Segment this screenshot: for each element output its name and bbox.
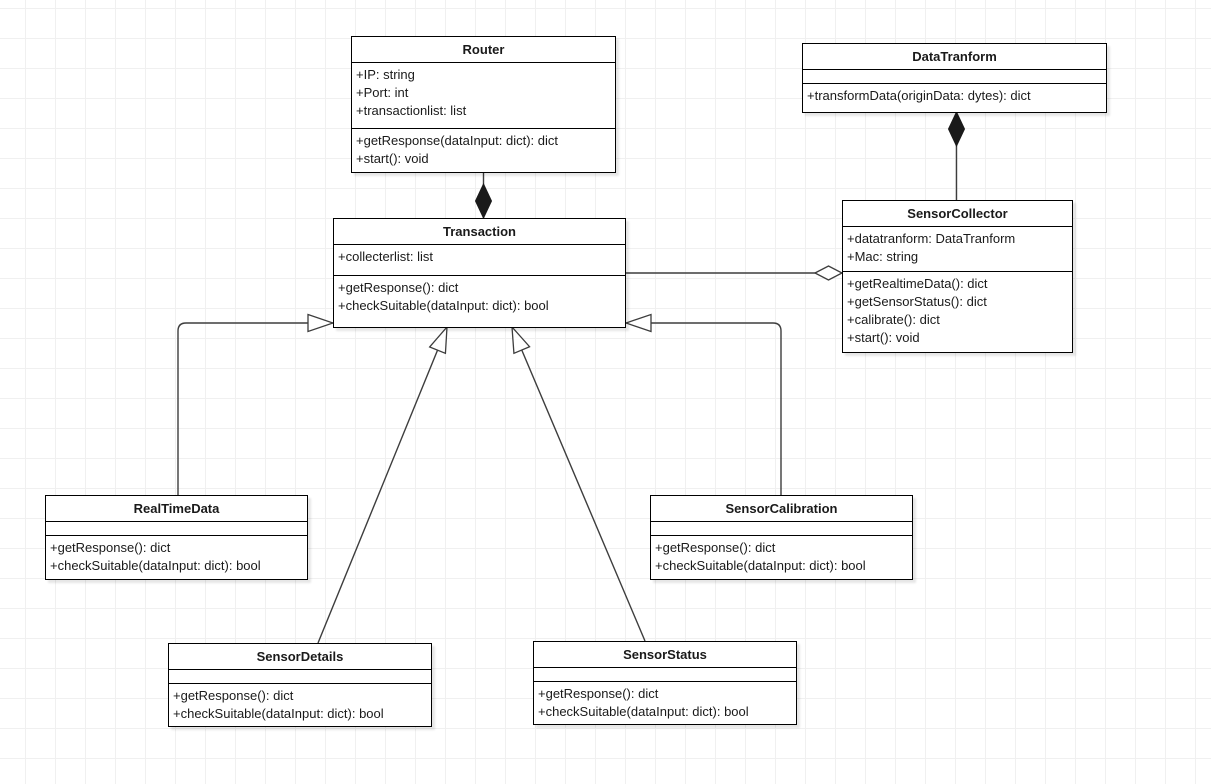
methods-section [534, 682, 796, 724]
attribute-row: +transactionlist: list [356, 103, 467, 118]
method-row: +getResponse(dataInput: dict): dict [356, 133, 558, 148]
attribute-row: +datatranform: DataTranform [847, 231, 1016, 246]
method-row: +checkSuitable(dataInput: dict): bool [338, 298, 549, 313]
edge-generalization-sensordetails-transaction[interactable] [318, 327, 447, 643]
method-row: +getSensorStatus(): dict [847, 294, 987, 309]
attributes-section [334, 245, 625, 276]
method-row: +calibrate(): dict [847, 312, 940, 327]
edge-generalization-sensorstatus-transaction[interactable] [512, 327, 645, 641]
class-name: SensorCalibration [651, 496, 912, 522]
method-row: +transformData(originData: dytes): dict [807, 88, 1031, 103]
class-name: Router [352, 37, 615, 63]
attributes-section [46, 522, 307, 536]
class-name: SensorCollector [843, 201, 1072, 227]
attribute-row: +Mac: string [847, 249, 919, 264]
methods-section [651, 536, 912, 579]
method-row: +getResponse(): dict [538, 686, 659, 701]
methods-section [352, 129, 615, 172]
class-box-transaction[interactable] [333, 218, 626, 328]
method-row: +start(): void [356, 151, 429, 166]
class-name: Transaction [334, 219, 625, 245]
class-box-sensorcalibration[interactable] [650, 495, 913, 580]
class-box-sensorstatus[interactable] [533, 641, 797, 725]
attributes-section [169, 670, 431, 684]
class-name: DataTranform [803, 44, 1106, 70]
edge-generalization-realtimedata-transaction[interactable] [178, 323, 333, 495]
method-row: +getResponse(): dict [338, 280, 459, 295]
attribute-row: +Port: int [356, 85, 409, 100]
method-row: +checkSuitable(dataInput: dict): bool [173, 706, 384, 721]
class-box-router[interactable] [351, 36, 616, 173]
methods-section [334, 276, 625, 327]
class-box-sensorcollector[interactable] [842, 200, 1073, 353]
attribute-row: +IP: string [356, 67, 415, 82]
methods-section [803, 84, 1106, 112]
method-row: +checkSuitable(dataInput: dict): bool [655, 558, 866, 573]
method-row: +checkSuitable(dataInput: dict): bool [50, 558, 261, 573]
method-row: +getResponse(): dict [173, 688, 294, 703]
class-name: RealTimeData [46, 496, 307, 522]
method-row: +getResponse(): dict [655, 540, 776, 555]
method-row: +getRealtimeData(): dict [847, 276, 988, 291]
attributes-section [651, 522, 912, 536]
methods-section [46, 536, 307, 579]
class-box-datatranform[interactable] [802, 43, 1107, 113]
class-name: SensorStatus [534, 642, 796, 668]
class-box-realtimedata[interactable] [45, 495, 308, 580]
attributes-section [843, 227, 1072, 272]
class-box-sensordetails[interactable] [168, 643, 432, 727]
attributes-section [803, 70, 1106, 84]
methods-section [169, 684, 431, 726]
method-row: +start(): void [847, 330, 920, 345]
methods-section [843, 272, 1072, 352]
class-name: SensorDetails [169, 644, 431, 670]
edge-generalization-sensorcalibration-transaction[interactable] [626, 323, 781, 495]
attribute-row: +collecterlist: list [338, 249, 433, 264]
method-row: +getResponse(): dict [50, 540, 171, 555]
attributes-section [352, 63, 615, 129]
attributes-section [534, 668, 796, 682]
method-row: +checkSuitable(dataInput: dict): bool [538, 704, 749, 719]
